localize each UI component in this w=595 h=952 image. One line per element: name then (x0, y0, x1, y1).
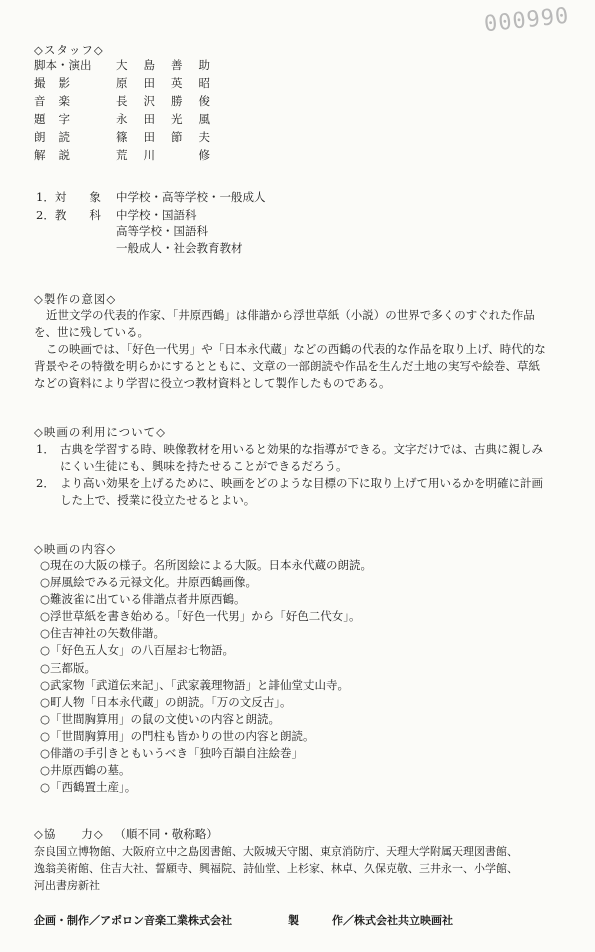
contents-heading: ◇映画の内容◇ (34, 542, 117, 556)
staff-role: 朗読 (34, 130, 83, 144)
list-item: ○難波雀に出ている俳諧点者井原西鶴。 (40, 592, 246, 607)
production-credit: 製 作／株式会社共立映画社 (288, 914, 453, 927)
staff-role: 題字 (34, 112, 83, 126)
intent-line: この映画では、「好色一代男」や「日本永代蔵」などの西鶴の代表的な作品を取り上げ、時代的な (46, 342, 546, 356)
list-item: ○武家物「武道伝来記」、「武家義理物語」と誹仙堂丈山寺。 (40, 677, 350, 692)
cooperation-heading (34, 826, 218, 842)
list-item: ○屏風絵でみる元禄文化。井原西鶴画像。 (40, 575, 258, 590)
list-item: ○「世間胸算用」の門柱も皆かりの世の内容と朗読。 (40, 728, 315, 743)
staff-role: 音楽 (34, 94, 83, 108)
subject-value: 一般成人・社会教育教材 (116, 241, 243, 255)
subject (36, 208, 197, 223)
usage-line: した上で、授業に役立たせるとよい。 (60, 493, 256, 507)
list-item: ○住吉神社の矢数俳諧。 (40, 626, 166, 641)
cooperation-title: ◇協 力◇ (34, 827, 104, 841)
list-item: ○「西鶴置土産」。 (40, 780, 137, 795)
intent-heading: ◇製作の意図◇ (34, 292, 117, 306)
staff-name: 大島善助 (116, 58, 226, 72)
usage-heading: ◇映画の利用について◇ (34, 425, 166, 439)
staff-name: 永田光風 (116, 112, 226, 126)
handwritten-number: 000990 (482, 3, 571, 38)
intent-line: 背景やその特徴を明らかにするとともに、文章の一部朗読や作品を生んだ土地の実写や絵巻、草紙 (34, 359, 540, 373)
staff-row (34, 76, 226, 91)
staff-name: 篠田節夫 (116, 130, 226, 144)
target-value: 中学校・高等学校・一般成人 (116, 190, 266, 204)
producer-credit: 企画・制作／アポロン音楽工業株式会社 (34, 914, 232, 927)
list-item: ○三都版。 (40, 660, 97, 675)
cooperation-line: 逸翁美術館、住吉大社、誓願寺、興福院、詩仙堂、上杉家、林卓、久保克敬、三井永一、小学館、 (34, 862, 518, 875)
subject-value: 中学校・国語科 (116, 208, 197, 222)
staff-row (34, 148, 226, 163)
staff-name: 荒川 修 (116, 148, 226, 162)
list-item: ○井原西鶴の墓。 (40, 763, 131, 778)
target-label: 1．対 象 (36, 190, 101, 204)
usage-line: 古典を学習する時、映像教材を用いると効果的な指導ができる。文字だけでは、古典に親しみ (60, 442, 543, 456)
list-item: ○浮世草紙を書き始める。「好色一代男」から「好色二代女」。 (40, 609, 361, 624)
staff-role: 脚本・演出 (34, 58, 92, 72)
staff-row (34, 94, 226, 109)
contents-list (40, 557, 372, 796)
staff-name: 原田英昭 (116, 76, 226, 90)
cooperation-note: （順不同・敬称略） (114, 827, 218, 841)
usage-number: 1． (36, 442, 55, 456)
usage-number: 2． (36, 476, 55, 490)
cooperation-line: 奈良国立博物館、大阪府立中之島図書館、大阪城天守閣、東京消防庁、天理大学附属天理図書館、 (34, 845, 518, 858)
list-item: ○町人物「日本永代蔵」の朗読。「万の文反古」。 (40, 694, 292, 709)
staff-name: 長沢勝俊 (116, 94, 226, 108)
staff-row (34, 112, 226, 127)
intent-line: を、世に残している。 (34, 325, 149, 339)
staff-role: 撮影 (34, 76, 83, 90)
subject-value: 高等学校・国語科 (116, 224, 208, 238)
list-item: ○俳諧の手引きともいうべき「独吟百韻自注絵巻」 (40, 746, 304, 761)
target-audience (36, 190, 266, 205)
staff-role: 解説 (34, 148, 83, 162)
usage-line: より高い効果を上げるために、映画をどのような目標の下に取り上げて用いるかを明確に計画 (60, 476, 543, 490)
staff-row (34, 130, 226, 145)
list-item: ○「世間胸算用」の鼠の文使いの内容と朗読。 (40, 711, 281, 726)
staff-row (34, 58, 226, 73)
list-item: ○「好色五人女」の八百屋お七物語。 (40, 643, 235, 658)
subject-label: 2．教 科 (36, 208, 101, 222)
intent-line: などの資料により学習に役立つ教材資料として製作したものである。 (34, 376, 391, 390)
staff-heading: ◇スタッフ◇ (34, 43, 104, 57)
intent-line: 近世文学の代表的作家、「井原西鶴」は俳諧から浮世草紙（小説）の世界で多くのすぐれた作品 (46, 308, 535, 322)
cooperation-line: 河出書房新社 (34, 879, 100, 892)
usage-line: にくい生徒にも、興味を持たせることができるだろう。 (60, 459, 348, 473)
list-item: ○現在の大阪の様子。名所図絵による大阪。日本永代蔵の朗読。 (40, 558, 373, 572)
